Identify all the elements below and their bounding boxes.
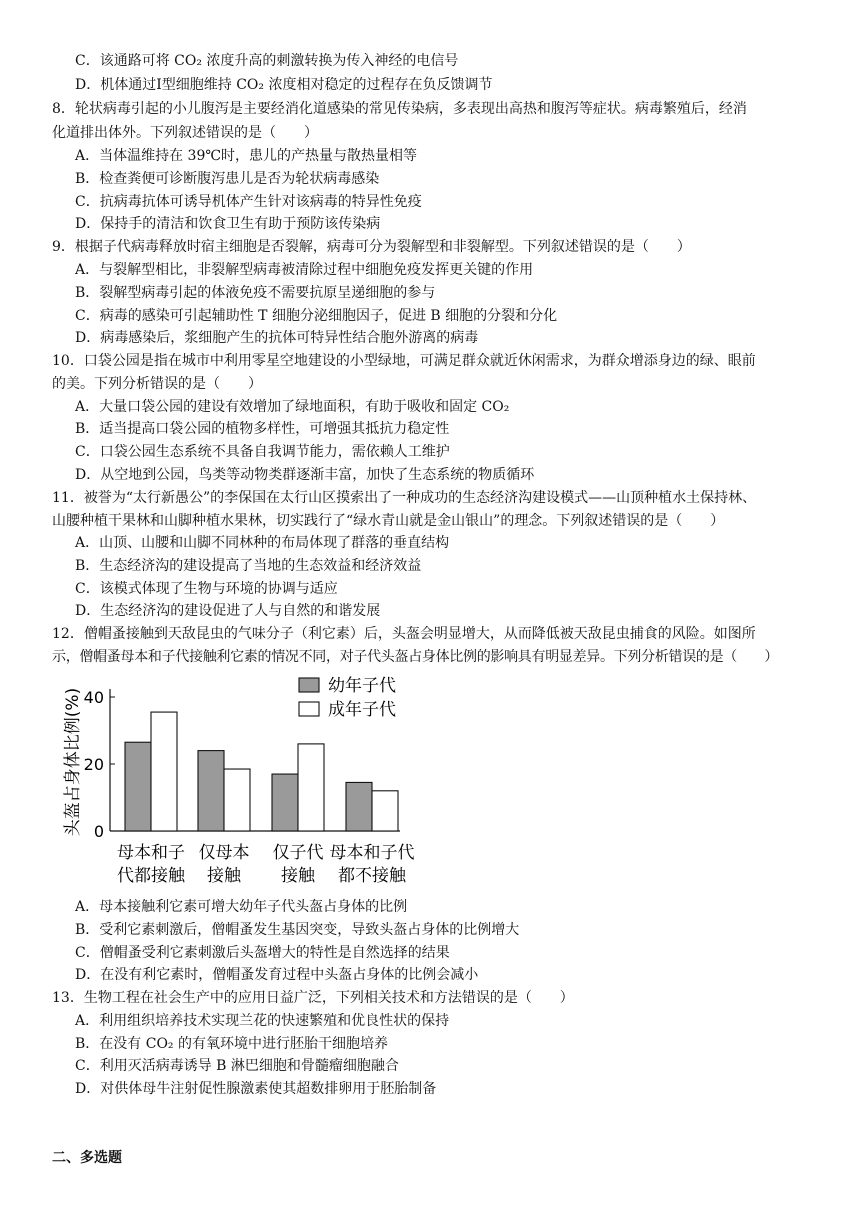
q10-stem-2: 的美。下列分析错误的是（ ）: [52, 376, 262, 392]
bar-juvenile-0: [125, 742, 151, 831]
q9-option-b: B．裂解型病毒引起的体液免疫不需要抗原呈递细胞的参与: [75, 285, 436, 301]
y-tick-label: 0: [93, 822, 104, 841]
q8-option-b: B．检查粪便可诊断腹泻患儿是否为轮状病毒感染: [75, 171, 380, 187]
q8-option-c: C．抗病毒抗体可诱导机体产生针对该病毒的特异性免疫: [75, 194, 422, 210]
x-category-label: 接触: [207, 866, 241, 886]
y-tick-label: 40: [83, 688, 104, 707]
q8-option-a: A．当体温维持在 39℃时，患儿的产热量与散热量相等: [75, 148, 418, 164]
q7-option-d: D．机体通过Ⅰ型细胞维持 CO₂ 浓度相对稳定的过程存在负反馈调节: [75, 77, 493, 93]
q11-option-d: D．生态经济沟的建设促进了人与自然的和谐发展: [75, 603, 381, 619]
bar-juvenile-2: [272, 774, 298, 831]
bar-adult-0: [151, 712, 177, 831]
x-category-label: 接触: [281, 866, 315, 886]
q11-option-c: C．该模式体现了生物与环境的协调与适应: [75, 581, 338, 597]
bar-adult-2: [298, 744, 324, 831]
y-tick-label: 20: [83, 755, 104, 774]
q13-stem: 13．生物工程在社会生产中的应用日益广泛，下列相关技术和方法错误的是（ ）: [52, 990, 574, 1006]
y-axis-label: 头盔占身体比例(%): [63, 687, 83, 837]
q12-stem-1: 12．僧帽蚤接触到天敌昆虫的气味分子（利它素）后，头盔会明显增大，从而降低被天敌昆虫捕食的风险。如图所: [52, 626, 756, 642]
bar-juvenile-3: [346, 782, 372, 831]
q8-option-d: D．保持手的清洁和饮食卫生有助于预防该传染病: [75, 216, 381, 232]
q11-option-b: B．生态经济沟的建设提高了当地的生态效益和经济效益: [75, 558, 422, 574]
q12-option-c: C．僧帽蚤受利它素刺激后头盔增大的特性是自然选择的结果: [75, 945, 450, 961]
q13-option-b: B．在没有 CO₂ 的有氧环境中进行胚胎干细胞培养: [75, 1036, 388, 1052]
x-category-label: 仅母本: [198, 843, 250, 863]
q10-option-b: B．适当提高口袋公园的植物多样性，可增强其抵抗力稳定性: [75, 421, 450, 437]
legend-label: 幼年子代: [328, 676, 396, 696]
q11-option-a: A．山顶、山腰和山脚不同林种的布局体现了群落的垂直结构: [75, 535, 450, 551]
x-category-label: 代都接触: [117, 866, 185, 886]
section-heading: 二、多选题: [52, 1150, 122, 1166]
x-category-label: 母本和子代: [329, 843, 415, 863]
legend-swatch: [299, 702, 319, 716]
q9-option-c: C．病毒的感染可引起辅助性 T 细胞分泌细胞因子，促进 B 细胞的分裂和分化: [75, 308, 558, 324]
bar-adult-1: [224, 769, 250, 831]
q12-option-b: B．受利它素刺激后，僧帽蚤发生基因突变，导致头盔占身体的比例增大: [75, 922, 520, 938]
q9-option-d: D．病毒感染后，浆细胞产生的抗体可特异性结合胞外游离的病毒: [75, 330, 479, 346]
q10-option-a: A．大量口袋公园的建设有效增加了绿地面积，有助于吸收和固定 CO₂: [75, 399, 510, 415]
q10-option-d: D．从空地到公园，鸟类等动物类群逐渐丰富，加快了生态系统的物质循环: [75, 467, 535, 483]
bar-chart: [0, 670, 868, 900]
q10-option-c: C．口袋公园生态系统不具备自我调节能力，需依赖人工维护: [75, 444, 450, 460]
q10-stem-1: 10．口袋公园是指在城市中利用零星空地建设的小型绿地，可满足群众就近休闲需求，为群众增添身边的绿、眼前: [52, 353, 756, 369]
q13-option-a: A．利用组织培养技术实现兰花的快速繁殖和优良性状的保持: [75, 1013, 450, 1029]
bar-adult-3: [372, 791, 398, 831]
legend-label: 成年子代: [328, 700, 396, 720]
q11-stem-2: 山腰种植干果林和山脚种植水果林，切实践行了“绿水青山就是金山银山”的理念。下列叙述错误的是（ ）: [52, 513, 725, 529]
q13-option-c: C．利用灭活病毒诱导 B 淋巴细胞和骨髓瘤细胞融合: [75, 1058, 399, 1074]
q8-stem-2: 化道排出体外。下列叙述错误的是（ ）: [52, 125, 318, 141]
x-category-label: 母本和子: [117, 843, 185, 863]
x-category-label: 仅子代: [272, 843, 324, 863]
q13-option-d: D．对供体母牛注射促性腺激素使其超数排卵用于胚胎制备: [75, 1081, 437, 1097]
q7-option-c: C．该通路可将 CO₂ 浓度升高的刺激转换为传入神经的电信号: [75, 53, 459, 69]
q9-stem: 9．根据子代病毒释放时宿主细胞是否裂解，病毒可分为裂解型和非裂解型。下列叙述错误的是（ ）: [52, 239, 691, 255]
q12-option-a: A．母本接触利它素可增大幼年子代头盔占身体的比例: [75, 899, 408, 915]
legend-swatch: [299, 678, 319, 692]
q9-option-a: A．与裂解型相比，非裂解型病毒被清除过程中细胞免疫发挥更关键的作用: [75, 262, 534, 278]
q8-stem-1: 8．轮状病毒引起的小儿腹泻是主要经消化道感染的常见传染病，多表现出高热和腹泻等症状。病毒繁殖后，经消: [52, 101, 747, 117]
q12-option-d: D．在没有利它素时，僧帽蚤发育过程中头盔占身体的比例会减小: [75, 967, 479, 983]
bar-juvenile-1: [198, 751, 224, 831]
q12-stem-2: 示，僧帽蚤母本和子代接触利它素的情况不同，对子代头盔占身体比例的影响具有明显差异。下列分析错误的是（ ）: [52, 649, 779, 665]
x-category-label: 都不接触: [338, 866, 406, 886]
q11-stem-1: 11．被誉为“太行新愚公”的李保国在太行山区摸索出了一种成功的生态经济沟建设模式——山顶种植水土保持林、: [52, 490, 757, 506]
